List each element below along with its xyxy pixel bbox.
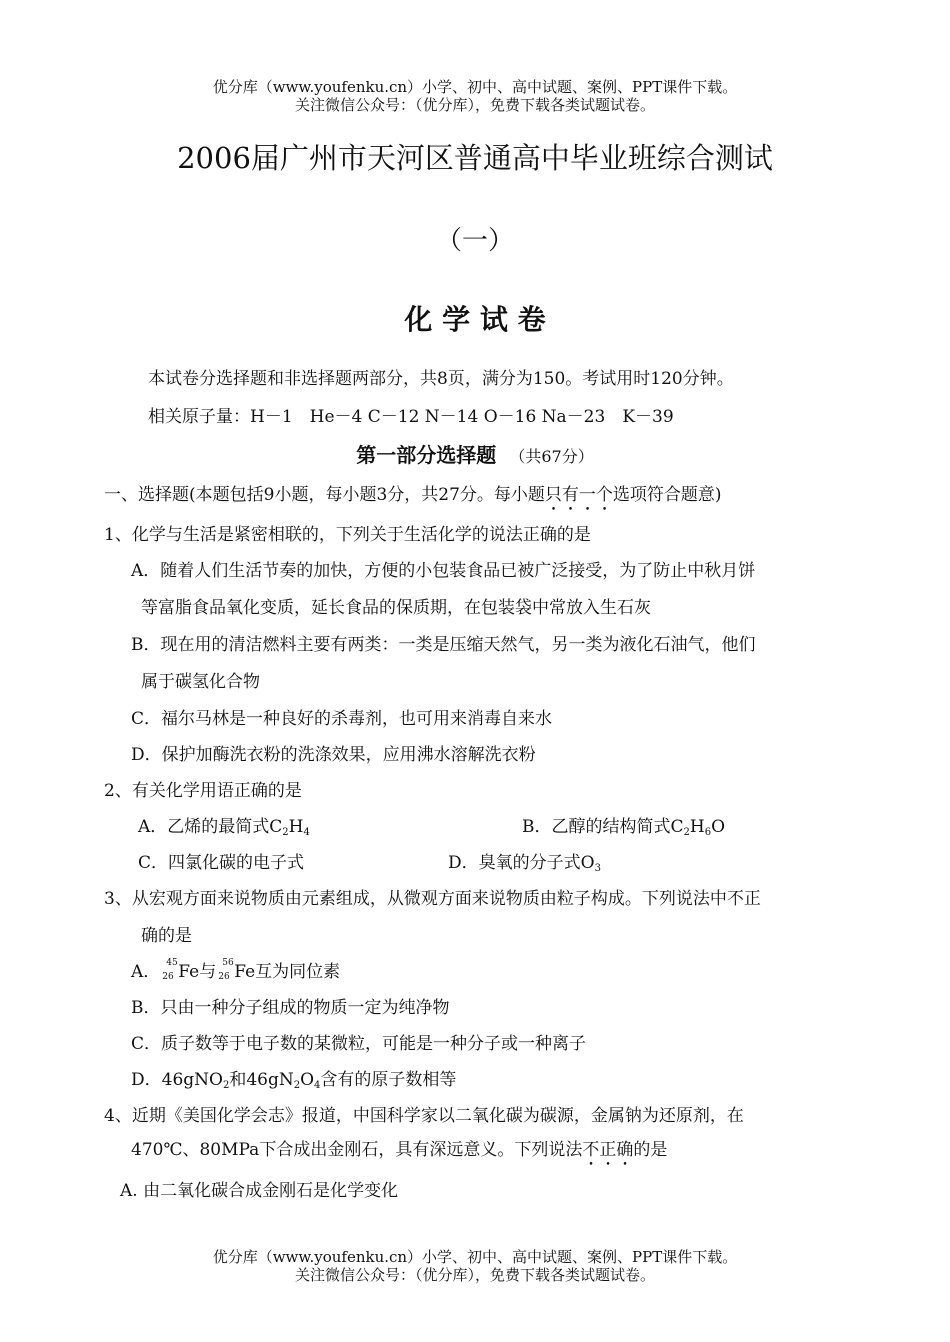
q4-stem-line1: 4、近期《美国化学会志》报道，中国科学家以二氧化碳为碳源，金属钠为还原剂，在 [104, 1106, 744, 1126]
q3-stem-line1: 3、从宏观方面来说物质由元素组成，从微观方面来说物质由粒子构成。下列说法中不正 [104, 889, 761, 909]
q1-option-c: C．福尔马林是一种良好的杀毒剂，也可用来消毒自来水 [131, 709, 553, 729]
q1-stem: 1、化学与生活是紧密相联的，下列关于生活化学的说法正确的是 [104, 525, 591, 545]
page-title: 2006届广州市天河区普通高中毕业班综合测试 [177, 141, 773, 175]
title-paren: （一） [435, 226, 514, 256]
q3-option-b: B．只由一种分子组成的物质一定为纯净物 [131, 998, 450, 1018]
q2-option-b: B．乙醇的结构简式$C_2H_6O$ [522, 817, 726, 838]
q4-emphasis: 不正确 [582, 1140, 634, 1160]
section1-emphasis: 只有一个 [544, 485, 613, 505]
q1-option-a-line1: A．随着人们生活节奏的加快，方便的小包装食品已被广泛接受，为了防止中秋月饼 [131, 561, 756, 581]
section1-pre: 一、选择题(本题包括9小题，每小题3分，共27分。每小题 [104, 485, 545, 505]
q1-option-d: D．保护加酶洗衣粉的洗涤效果，应用沸水溶解洗衣粉 [131, 745, 536, 765]
q3-option-d: D．46gNO$_2$和$46gN_2O_4$含有的原子数相等 [131, 1070, 457, 1091]
q1-option-b-line2: 属于碳氢化合物 [141, 672, 260, 692]
q3-option-c: C．质子数等于电子数的某微粒，可能是一种分子或一种离子 [131, 1034, 587, 1054]
section1-post: 选项符合题意) [612, 485, 722, 505]
q4-option-a: A. 由二氧化碳合成金刚石是化学变化 [120, 1181, 399, 1201]
q3-stem-line2: 确的是 [141, 926, 192, 946]
q2-option-d: D．臭氧的分子式$O_3$ [448, 853, 601, 874]
q4-stem-line2: 470℃、80MPa下合成出金刚石，具有深远意义。下列说法不正确的是 [131, 1140, 668, 1160]
footer-line-2: 关注微信公众号：（优分库），免费下载各类试题试卷。 [294, 1266, 655, 1284]
header-line-1: 优分库（www.youfenku.cn）小学、初中、高中试题、案例、PPT课件下载。 [212, 78, 738, 96]
part1-points: （共67分） [509, 447, 594, 466]
footer-line-1: 优分库（www.youfenku.cn）小学、初中、高中试题、案例、PPT课件下载。 [212, 1248, 738, 1266]
part1-title: 第一部分选择题 [356, 443, 497, 467]
atomic-mass-line: 相关原子量：H－1 He－4 C－12 N－14 O－16 Na－23 K－39 [148, 407, 674, 427]
intro-line: 本试卷分选择题和非选择题两部分，共8页，满分为150。考试用时120分钟。 [148, 369, 734, 389]
section1-instructions [104, 484, 722, 515]
q1-option-b-line1: B．现在用的清洁燃料主要有两类：一类是压缩天然气，另一类为液化石油气，他们 [131, 635, 756, 655]
q2-option-c: C．四氯化碳的电子式 [138, 853, 305, 873]
header-line-2: 关注微信公众号：（优分库），免费下载各类试题试卷。 [294, 96, 655, 114]
isotope-notation: 45 26 [162, 958, 178, 982]
subject-title: 化 学 试 卷 [404, 303, 546, 336]
q1-option-a-line2: 等富脂食品氧化变质，延长食品的保质期，在包装袋中常放入生石灰 [141, 598, 651, 618]
q3-option-a: A． 45 26 Fe与 56 26 Fe互为同位素 [131, 958, 341, 982]
part1-heading [0, 442, 950, 470]
q2-stem: 2、有关化学用语正确的是 [104, 781, 302, 801]
isotope-notation: 56 26 [218, 958, 234, 982]
q2-option-a: A．乙烯的最简式$C_2H_4$ [138, 817, 310, 838]
